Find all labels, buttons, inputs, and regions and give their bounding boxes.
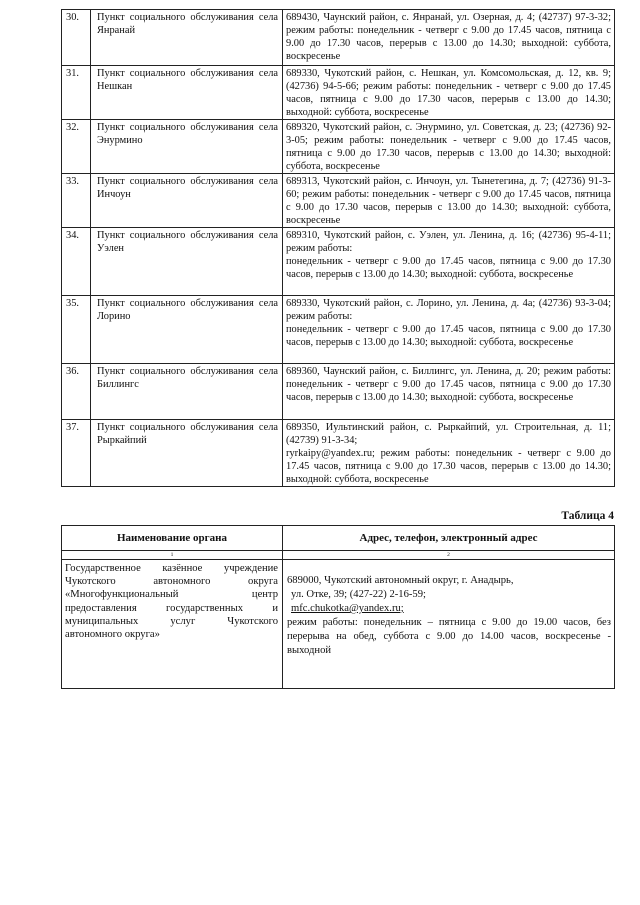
address-line-1: 689000, Чукотский автономный округ, г. Анадырь, [287, 575, 514, 586]
service-point-name: Пункт социального обслуживания села Биллингс [91, 364, 283, 420]
row-number: 31. [62, 66, 91, 120]
table-row [62, 120, 615, 174]
schedule-line: понедельник - четверг с 9.00 до 17.45 часов, пятница с 9.00 до 17.30 часов, перерыв с 13.00 до 14.30; выходной: суббота, воскресенье [286, 324, 611, 348]
table-caption: Таблица 4 [561, 510, 614, 522]
table-row [62, 66, 615, 120]
row-number: 35. [62, 296, 91, 364]
schedule-text: режим работы: понедельник – пятница с 9.00 до 19.00 часов, без перерыва на обед, суббота с 9.00 до 14.00 часов, воскресенье - выходной [287, 617, 611, 656]
service-point-address: 689430, Чаунский район, с. Янранай, ул. Озерная, д. 4; (42737) 97-3-32; режим работы: понедельник - четверг с 9.00 до 17.45 часов, пятница с 9.00 до 17.30 часов, перерыв с 13.00 до 14.30; выходной: суббота, воскресенье [283, 10, 615, 66]
column-index: 2 [283, 551, 615, 560]
row-number: 33. [62, 174, 91, 228]
column-index-row [62, 551, 615, 560]
row-number: 37. [62, 420, 91, 487]
email-link[interactable]: mfc.chukotka@yandex.ru; [291, 603, 404, 614]
service-point-name: Пункт социального обслуживания села Лорино [91, 296, 283, 364]
schedule-line: ryrkaipy@yandex.ru; режим работы: понедельник - четверг с 9.00 до 17.45 часов, пятница с 9.00 до 17.30 часов, перерыв с 13.00 до 14.30; выходной: суббота, воскресенье [286, 448, 611, 485]
table-row [62, 364, 615, 420]
service-point-name: Пункт социального обслуживания села Рыркайпий [91, 420, 283, 487]
column-index: 1 [62, 551, 283, 560]
mfc-table [61, 525, 615, 689]
row-number: 30. [62, 10, 91, 66]
organ-name: Государственное казённое учреждение Чукотского автономного округа «Многофункциональный центр предоставления государственных и муниципальных услуг Чукотского автономного округа» [62, 560, 283, 689]
service-point-address [283, 296, 615, 364]
service-point-name: Пункт социального обслуживания села Энурмино [91, 120, 283, 174]
service-point-name: Пункт социального обслуживания села Уэлен [91, 228, 283, 296]
service-point-address: 689313, Чукотский район, с. Инчоун, ул. Тынетегина, д. 7; (42736) 91-3-60; режим работы: понедельник - четверг с 9.00 до 17.45 часов, пятница с 9.00 до 17.30 часов, перерыв с 13.00 до 14.30; выходной: суббота, воскресенье [283, 174, 615, 228]
table-header-row [62, 526, 615, 551]
schedule-line: понедельник - четверг с 9.00 до 17.45 часов, пятница с 9.00 до 17.30 часов, перерыв с 13.00 до 14.30; выходной: суббота, воскресенье [286, 256, 611, 280]
table-row [62, 174, 615, 228]
row-number: 36. [62, 364, 91, 420]
row-number: 34. [62, 228, 91, 296]
service-point-address: 689360, Чаунский район, с. Биллингс, ул. Ленина, д. 20; режим работы: понедельник - четверг с 9.00 до 17.45 часов, пятница с 9.00 до 17.30 часов, перерыв с 13.00 до 14.30; выходной: суббота, воскресенье [283, 364, 615, 420]
column-header-contacts: Адрес, телефон, электронный адрес [283, 526, 615, 551]
table-row [62, 420, 615, 487]
service-point-address [283, 228, 615, 296]
address-line-2: ул. Отке, 39; (427-22) 2-16-59; [291, 589, 426, 600]
column-header-organ: Наименование органа [62, 526, 283, 551]
address-line: 689350, Иультинский район, с. Рыркайпий, ул. Строительная, д. 11; (42739) 91-3-34; [286, 422, 611, 446]
address-line: 689330, Чукотский район, с. Лорино, ул. Ленина, д. 4а; (42736) 93-3-04; режим работы: [286, 298, 611, 322]
service-point-name: Пункт социального обслуживания села Янранай [91, 10, 283, 66]
table-row [62, 560, 615, 689]
table-row [62, 10, 615, 66]
row-number: 32. [62, 120, 91, 174]
table-row [62, 228, 615, 296]
service-point-address: 689320, Чукотский район, с. Энурмино, ул. Советская, д. 23; (42736) 92-3-05; режим работы: понедельник - четверг с 9.00 до 17.45 часов, пятница с 9.00 до 17.30 часов, перерыв с 13.00 до 14.30; выходной: суббота, воскресенье [283, 120, 615, 174]
table-row [62, 296, 615, 364]
service-point-name: Пункт социального обслуживания села Инчоун [91, 174, 283, 228]
service-point-address: 689330, Чукотский район, с. Нешкан, ул. Комсомольская, д. 12, кв. 9; (42736) 94-5-66; режим работы: понедельник - четверг с 9.00 до 17.45 часов, пятница с 9.00 до 17.30 часов, перерыв с 13.00 до 14.30; выходной: суббота, воскресенье [283, 66, 615, 120]
address-line: 689310, Чукотский район, с. Уэлен, ул. Ленина, д. 16; (42736) 95-4-11; режим работы: [286, 230, 611, 254]
service-point-address [283, 420, 615, 487]
service-points-table [61, 9, 615, 487]
organ-contacts [283, 560, 615, 689]
service-point-name: Пункт социального обслуживания села Нешкан [91, 66, 283, 120]
